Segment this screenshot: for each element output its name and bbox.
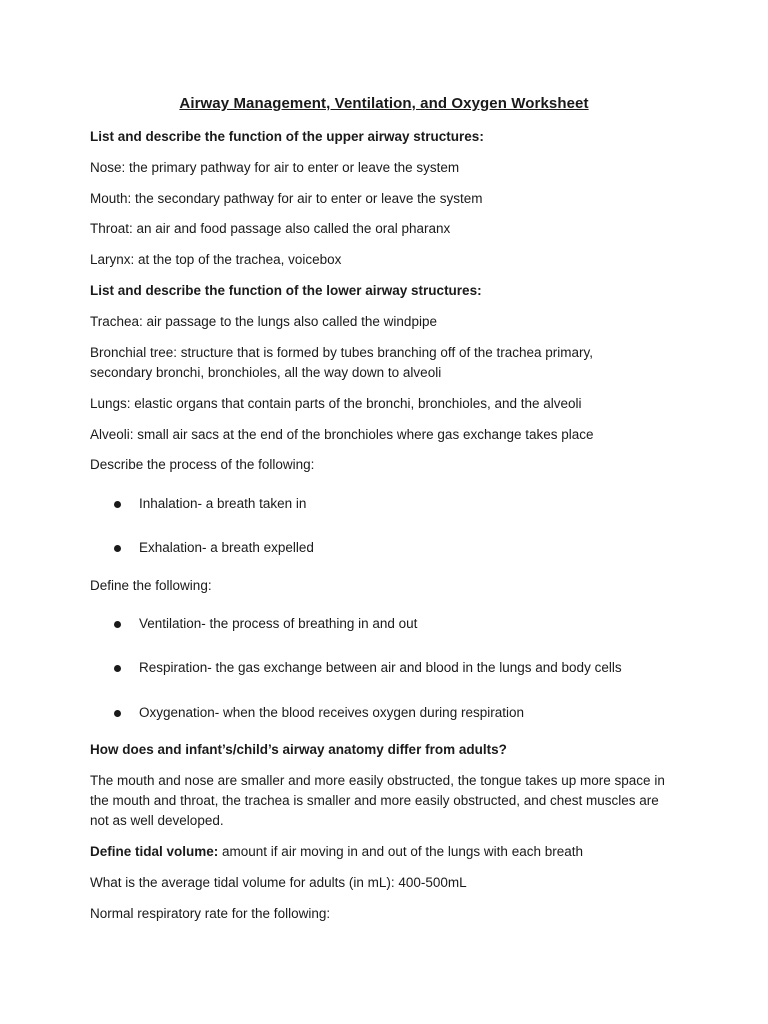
bullet-dot-icon [114, 545, 121, 552]
infant-answer-line-3: not as well developed. [90, 813, 224, 828]
lower-item-lungs: Lungs: elastic organs that contain parts of the bronchi, bronchioles, and the alveoli [90, 396, 582, 411]
bullet-text: Oxygenation- when the blood receives oxygen during respiration [139, 705, 524, 720]
infant-answer-line-1: The mouth and nose are smaller and more easily obstructed, the tongue takes up more space in [90, 773, 665, 788]
lower-airway-heading: List and describe the function of the lower airway structures: [90, 283, 482, 298]
define-heading: Define the following: [90, 578, 212, 593]
tidal-volume-definition [90, 842, 690, 862]
bullet-inhalation [110, 494, 306, 514]
bullet-text: Inhalation- a breath taken in [139, 496, 307, 511]
bullet-exhalation [110, 538, 314, 558]
page-title: Airway Management, Ventilation, and Oxygen Worksheet [179, 95, 589, 112]
lower-item-trachea: Trachea: air passage to the lungs also called the windpipe [90, 314, 437, 329]
bullet-dot-icon [114, 710, 121, 717]
infant-answer-line-2: the mouth and throat, the trachea is smaller and more easily obstructed, and chest muscles are [90, 793, 659, 808]
bullet-respiration [110, 658, 622, 678]
upper-item-throat: Throat: an air and food passage also called the oral pharanx [90, 221, 451, 236]
bullet-ventilation [110, 614, 417, 634]
bullet-text: Respiration- the gas exchange between air and blood in the lungs and body cells [139, 660, 622, 675]
lower-item-bronchial-tree-cont: secondary bronchi, bronchioles, all the way down to alveoli [90, 365, 442, 380]
tidal-volume-label: Define tidal volume: [90, 844, 219, 859]
lower-item-alveoli: Alveoli: small air sacs at the end of the bronchioles where gas exchange takes place [90, 427, 594, 442]
respiratory-rate-heading: Normal respiratory rate for the following: [90, 906, 331, 921]
tidal-volume-answer: amount if air moving in and out of the lungs with each breath [218, 844, 583, 859]
bullet-dot-icon [114, 501, 121, 508]
upper-item-mouth: Mouth: the secondary pathway for air to enter or leave the system [90, 191, 483, 206]
upper-item-nose: Nose: the primary pathway for air to enter or leave the system [90, 160, 460, 175]
bullet-dot-icon [114, 665, 121, 672]
lower-item-bronchial-tree: Bronchial tree: structure that is formed by tubes branching off of the trachea primary, [90, 345, 594, 360]
bullet-text: Ventilation- the process of breathing in and out [139, 616, 418, 631]
average-tidal-volume: What is the average tidal volume for adults (in mL): 400-500mL [90, 875, 467, 890]
bullet-text: Exhalation- a breath expelled [139, 540, 314, 555]
infant-heading: How does and infant’s/child’s airway anatomy differ from adults? [90, 742, 507, 757]
upper-item-larynx: Larynx: at the top of the trachea, voicebox [90, 252, 342, 267]
bullet-dot-icon [114, 621, 121, 628]
upper-airway-heading: List and describe the function of the upper airway structures: [90, 129, 484, 144]
bullet-oxygenation [110, 703, 524, 723]
process-heading: Describe the process of the following: [90, 457, 315, 472]
